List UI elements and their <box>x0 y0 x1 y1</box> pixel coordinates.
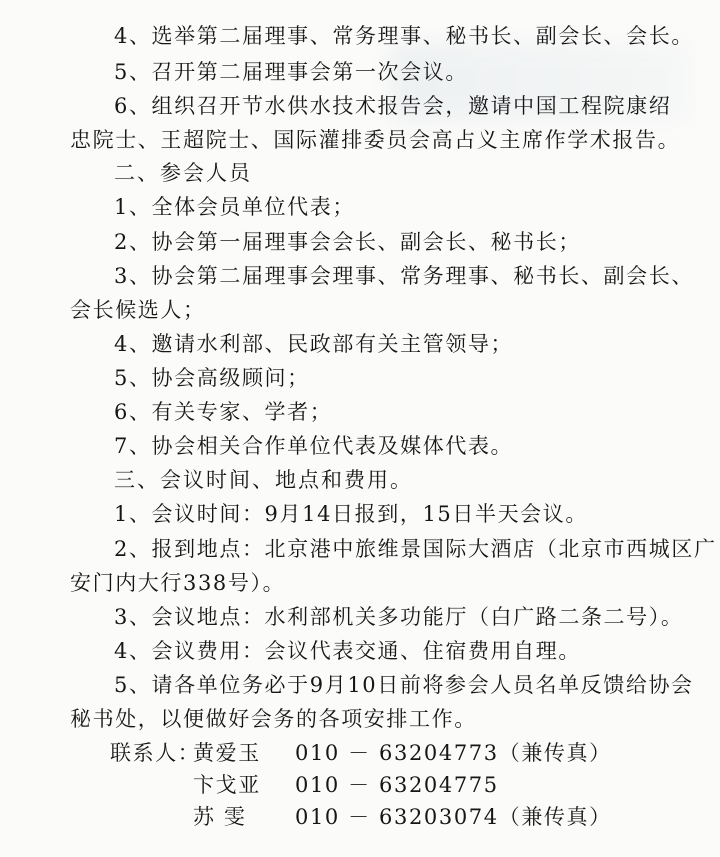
contact-phone-1: 010 － 63204773（兼传真） <box>295 741 612 765</box>
attendee-item-6: 6、有关专家、学者； <box>114 400 333 424</box>
contact-phone-2: 010 － 63204775 <box>295 773 499 797</box>
attendee-item-5: 5、协会高级顾问； <box>114 366 310 390</box>
item-4-election: 4、选举第二届理事、常务理事、秘书长、副会长、会长。 <box>114 24 694 48</box>
feedback-deadline-continued: 秘书处，以便做好会务的各项安排工作。 <box>70 707 477 731</box>
attendee-item-3: 3、协会第二届理事会理事、常务理事、秘书长、副会长、 <box>114 264 694 288</box>
attendee-item-3-continued: 会长候选人； <box>70 298 206 322</box>
contact-phone-3: 010 － 63203074（兼传真） <box>295 805 612 829</box>
attendee-item-7: 7、协会相关合作单位代表及媒体代表。 <box>114 434 514 458</box>
contact-label: 联系人： <box>110 741 201 765</box>
meeting-cost: 4、会议费用：会议代表交通、住宿费用自理。 <box>114 639 581 663</box>
meeting-place: 3、会议地点：水利部机关多功能厅（白广路二条二号）。 <box>114 605 684 629</box>
contact-name-3: 苏 雯 <box>193 805 247 829</box>
registration-place-continued: 安门内大行338号）。 <box>70 571 286 595</box>
attendee-item-4: 4、邀请水利部、民政部有关主管领导； <box>114 332 514 356</box>
item-6-report-meeting-continued: 忠院士、王超院士、国际灌排委员会高占义主席作学术报告。 <box>70 128 681 152</box>
contact-name-2: 卞戈亚 <box>193 773 261 797</box>
item-5-council-meeting: 5、召开第二届理事会第一次会议。 <box>114 60 468 84</box>
meeting-time: 1、会议时间：9月14日报到，15日半天会议。 <box>114 502 588 526</box>
attendee-item-2: 2、协会第一届理事会会长、副会长、秘书长； <box>114 230 581 254</box>
registration-place: 2、报到地点：北京港中旅维景国际大酒店（北京市西城区广 <box>114 537 717 561</box>
item-6-report-meeting: 6、组织召开节水供水技术报告会，邀请中国工程院康绍 <box>114 94 672 118</box>
contact-name-1: 黄爱玉 <box>193 741 261 765</box>
feedback-deadline: 5、请各单位务必于9月10日前将参会人员名单反馈给协会 <box>114 673 694 697</box>
section-heading-time-place-cost: 三、会议时间、地点和费用。 <box>114 468 413 492</box>
attendee-item-1: 1、全体会员单位代表； <box>114 195 355 219</box>
section-heading-attendees: 二、参会人员 <box>114 161 252 185</box>
